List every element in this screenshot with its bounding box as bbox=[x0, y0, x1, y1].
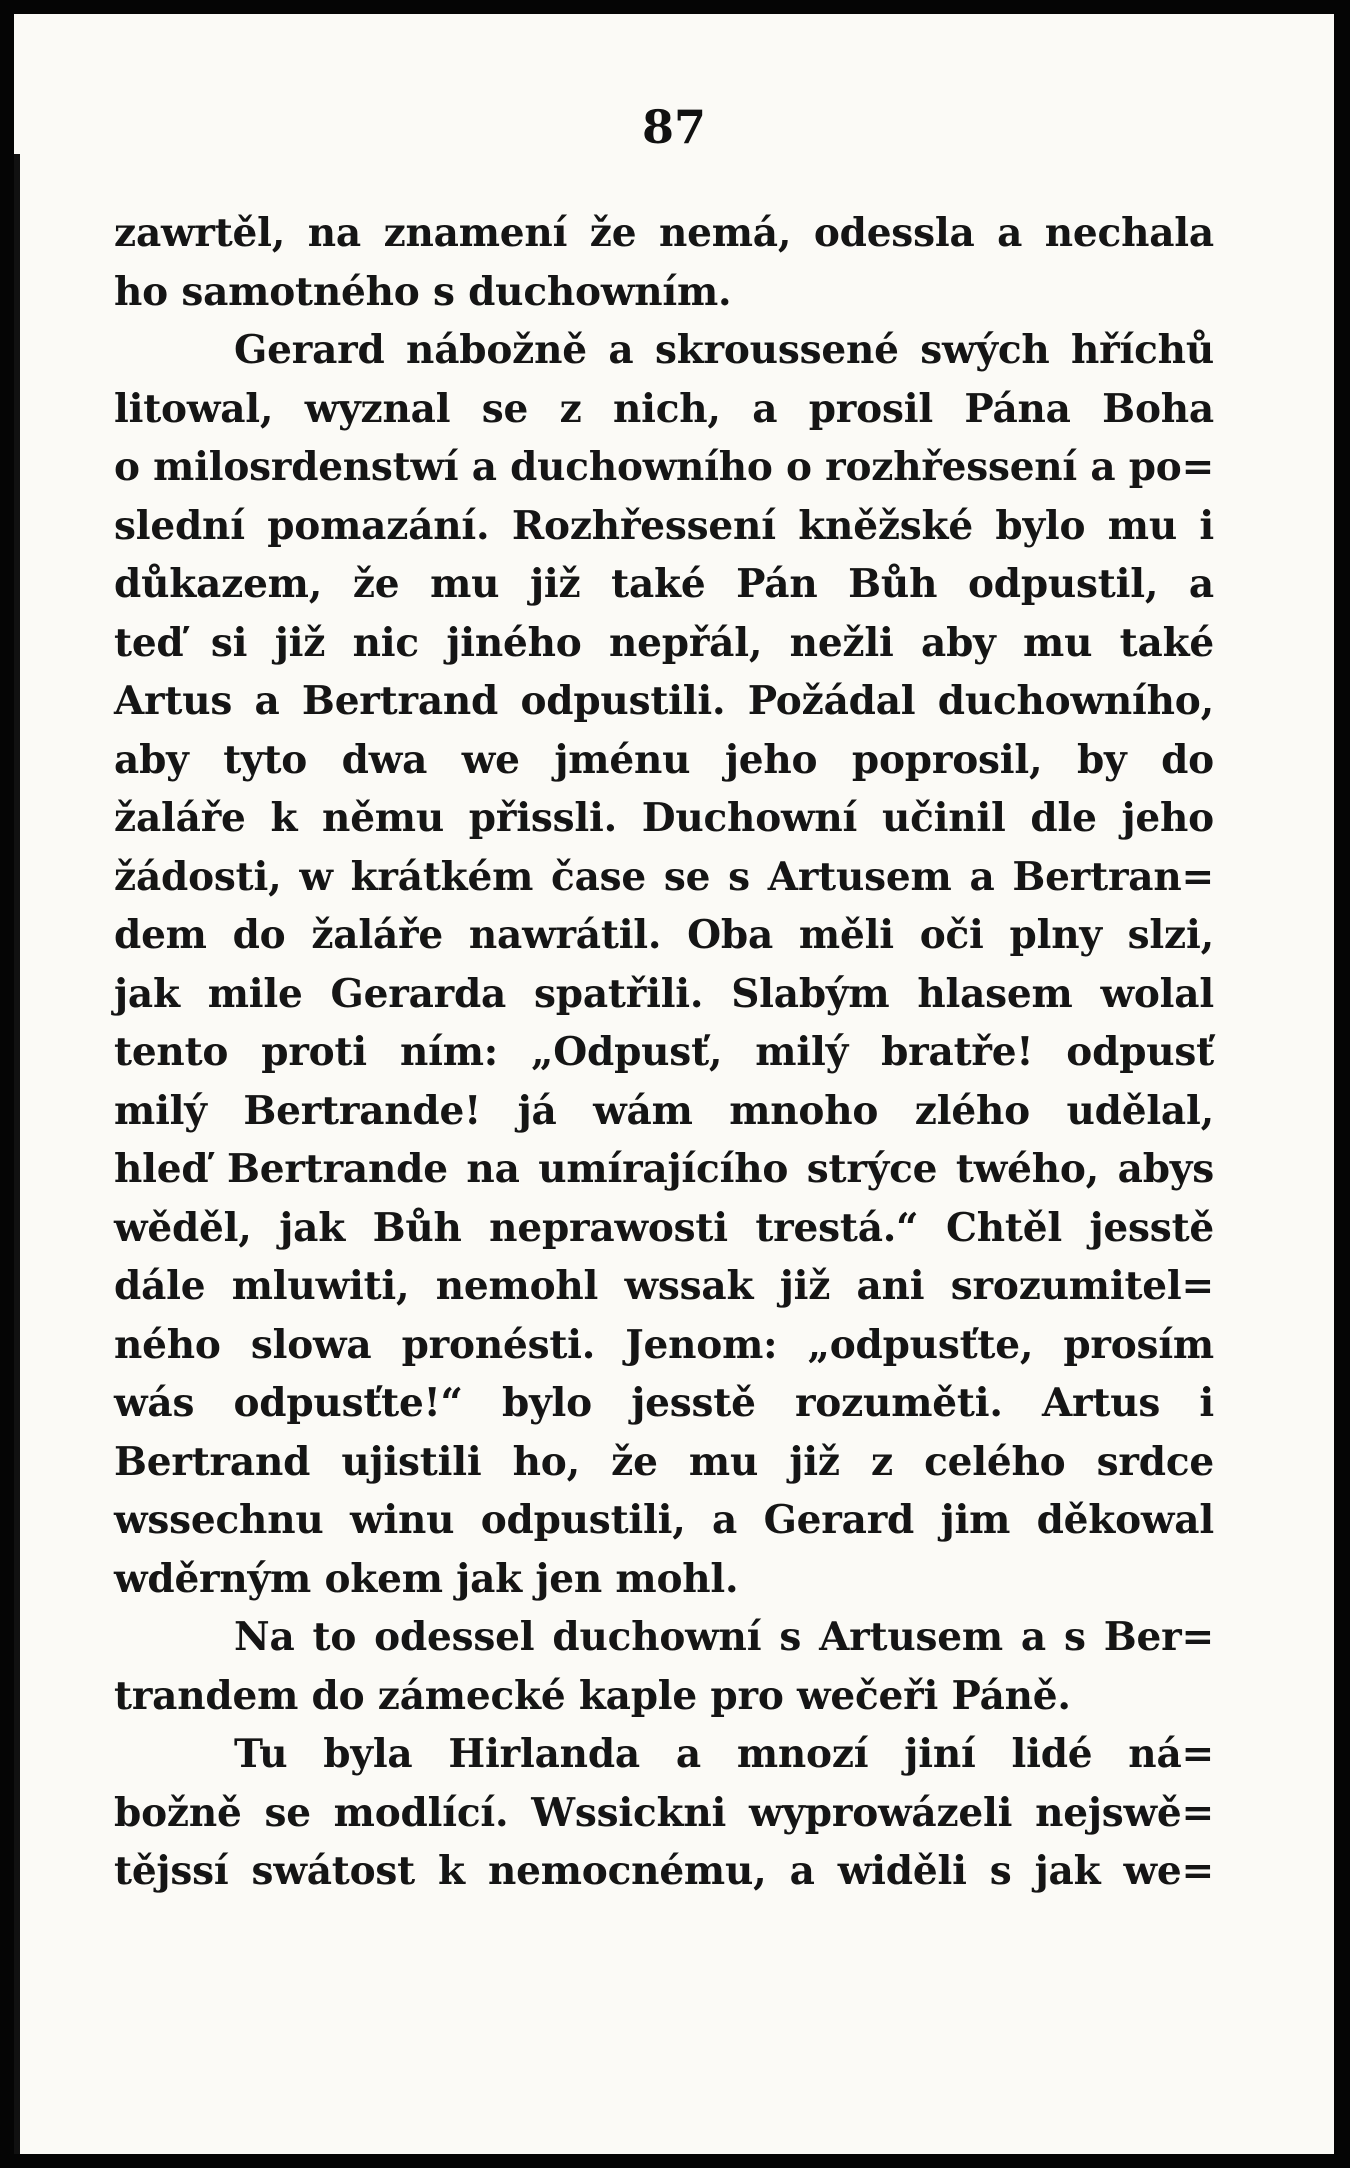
text-line: důkazem, že mu již také Pán Bůh odpustil, a bbox=[114, 561, 1214, 607]
text-line: tento proti ním: „Odpusť, milý bratře! odpusť bbox=[114, 1029, 1214, 1075]
book-page bbox=[14, 14, 1334, 2154]
text-line: trandem do zámecké kaple pro wečeři Páně. bbox=[114, 1672, 1071, 1719]
text-line: milý Bertrande! já wám mnoho zlého udělal, bbox=[114, 1087, 1214, 1134]
text-line: žaláře k němu přissli. Duchowní učinil dle jeho bbox=[114, 795, 1214, 841]
text-line: slední pomazání. Rozhřessení kněžské bylo mu i bbox=[114, 502, 1214, 549]
page-number: 87 bbox=[641, 100, 706, 154]
text-line: Na to odessel duchowní s Artusem a s Ber= bbox=[234, 1614, 1214, 1660]
text-line: Bertrand ujistili ho, že mu již z celého srdce bbox=[114, 1438, 1214, 1485]
text-line: dem do žaláře nawrátil. Oba měli oči plny slzi, bbox=[114, 912, 1214, 958]
text-line: zawrtěl, na znamení že nemá, odessla a nechala bbox=[114, 210, 1214, 256]
text-line: wssechnu winu odpustili, a Gerard jim děkowal bbox=[114, 1497, 1214, 1543]
text-line: Tu byla Hirlanda a mnozí jiní lidé ná= bbox=[234, 1731, 1214, 1777]
page-edge-shadow bbox=[14, 154, 20, 2154]
text-line: litowal, wyznal se z nich, a prosil Pána Boha bbox=[114, 385, 1214, 432]
text-line: božně se modlící. Wssickni wyprowázeli nejswě= bbox=[114, 1789, 1214, 1836]
text-line: hleď Bertrande na umírajícího strýce twého, abys bbox=[114, 1146, 1214, 1192]
text-line: Gerard nábožně a skroussené swých hříchů bbox=[234, 327, 1214, 373]
text-line: o milosrdenstwí a duchowního o rozhřessení a po= bbox=[114, 444, 1215, 490]
text-line: žádosti, w krátkém čase se s Artusem a Bertran= bbox=[114, 853, 1214, 900]
text-line: wděrným okem jak jen mohl. bbox=[114, 1555, 739, 1602]
text-line: dále mluwiti, nemohl wssak již ani srozumitel= bbox=[114, 1263, 1214, 1309]
text-line: ho samotného s duchowním. bbox=[114, 268, 732, 315]
text-line: ného slowa pronésti. Jenom: „odpusťte, prosím bbox=[114, 1321, 1214, 1368]
body-text bbox=[114, 204, 1214, 1901]
text-line: teď si již nic jiného nepřál, nežli aby mu také bbox=[114, 619, 1214, 666]
text-line: jak mile Gerarda spatřili. Slabým hlasem wolal bbox=[114, 970, 1214, 1017]
text-line: tějssí swátost k nemocnému, a widěli s jak we= bbox=[114, 1848, 1214, 1894]
text-line: wěděl, jak Bůh neprawosti trestá.“ Chtěl jesstě bbox=[114, 1204, 1214, 1251]
text-line: Artus a Bertrand odpustili. Požádal duchowního, bbox=[114, 678, 1214, 724]
text-line: wás odpusťte!“ bylo jesstě rozuměti. Artus i bbox=[114, 1380, 1214, 1426]
text-line: aby tyto dwa we jménu jeho poprosil, by do bbox=[114, 736, 1214, 783]
